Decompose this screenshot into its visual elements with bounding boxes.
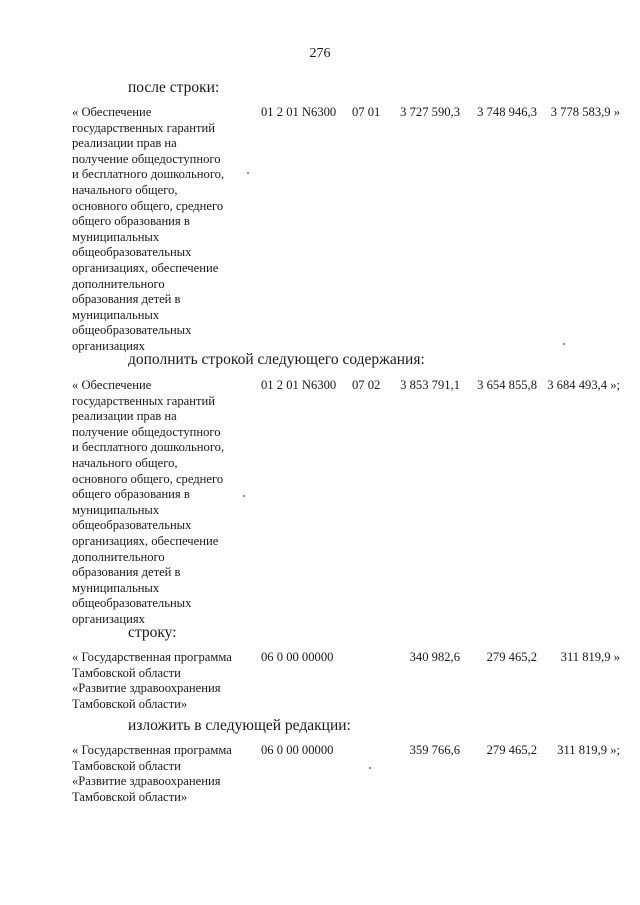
row-name: « Государственная программа Тамбовской области «Развитие здравоохранения Тамбовской области» <box>72 650 232 711</box>
row-name: « Государственная программа Тамбовской области «Развитие здравоохранения Тамбовской области» <box>72 743 232 804</box>
scan-speck <box>247 172 249 174</box>
row-section: 07 01 <box>352 105 381 119</box>
row-value-1: 3 853 791,1 <box>400 378 460 392</box>
row-section: 07 02 <box>352 378 381 392</box>
row-value-2: 3 654 855,8 <box>477 378 537 392</box>
row-value-1: 359 766,6 <box>409 743 460 757</box>
row-value-3: 311 819,9 »; <box>557 743 620 757</box>
scan-speck <box>369 767 371 769</box>
scan-speck <box>563 343 565 345</box>
heading-after-line: после строки: <box>128 79 220 96</box>
row-name: « Обеспечение государственных гарантий реализации прав на получение общедоступного и бесплатного дошкольного, начального общего, основного общего, среднего общего образования в муниципальных общеобразовательных организациях, обеспечение дополнительного образования детей в муниципальных общеобразовательных организациях <box>72 378 225 626</box>
row-value-2: 279 465,2 <box>486 743 537 757</box>
row-code: 06 0 00 00000 <box>261 743 334 757</box>
heading-add-line: дополнить строкой следующего содержания: <box>128 351 425 368</box>
row-value-1: 3 727 590,3 <box>400 105 460 119</box>
row-code: 01 2 01 N6300 <box>261 378 337 392</box>
row-value-1: 340 982,6 <box>409 650 460 664</box>
heading-line: строку: <box>128 624 177 641</box>
row-value-3: 311 819,9 » <box>560 650 620 664</box>
row-code: 01 2 01 N6300 <box>261 105 337 119</box>
row-value-3: 3 684 493,4 »; <box>547 378 620 392</box>
row-name: « Обеспечение государственных гарантий реализации прав на получение общедоступного и бесплатного дошкольного, начального общего, основного общего, среднего общего образования в муниципальных общеобразовательных организациях, обеспечение дополнительного образования детей в муниципальных общеобразовательных организациях <box>72 105 225 353</box>
row-value-3: 3 778 583,9 » <box>550 105 620 119</box>
row-value-2: 3 748 946,3 <box>477 105 537 119</box>
row-code: 06 0 00 00000 <box>261 650 334 664</box>
heading-restate: изложить в следующей редакции: <box>128 717 351 734</box>
scan-speck <box>243 495 245 497</box>
row-value-2: 279 465,2 <box>486 650 537 664</box>
page-number: 276 <box>309 46 331 61</box>
